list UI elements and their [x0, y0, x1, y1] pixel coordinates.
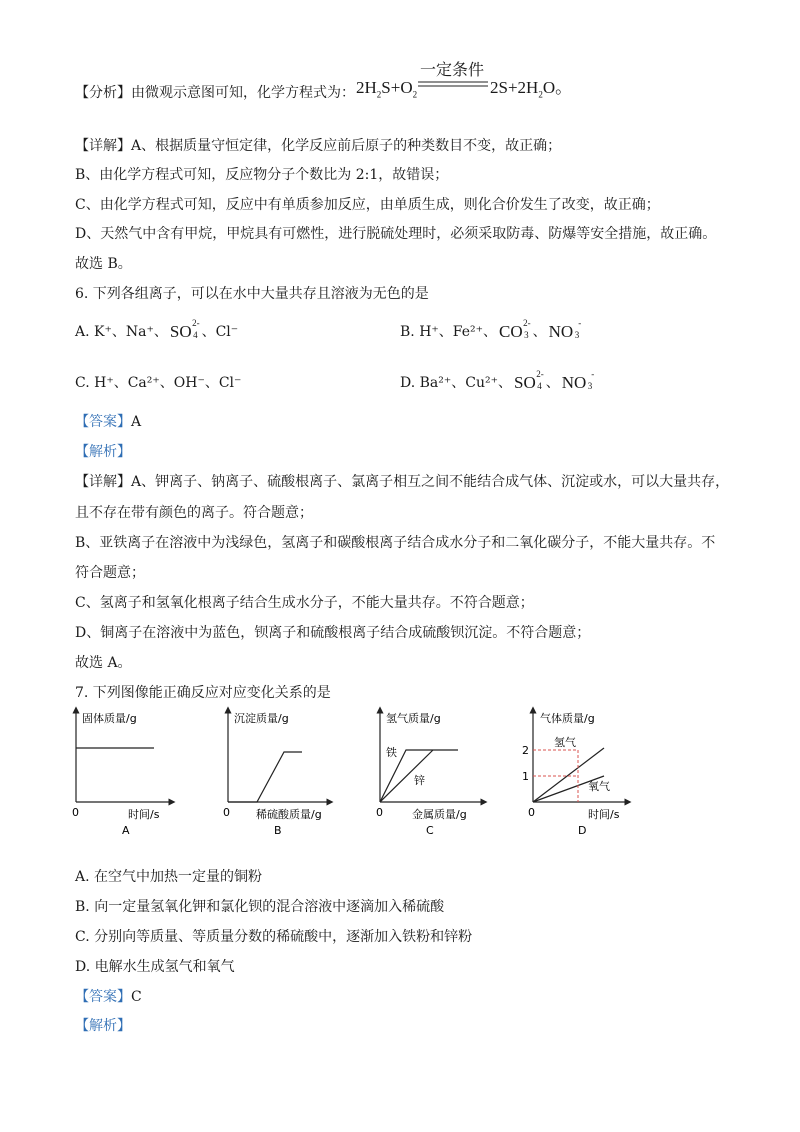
- graph-b: [223, 710, 330, 837]
- graph-d-hydrogen-line: [533, 748, 604, 802]
- graph-a-xlabel: 时间/s: [128, 808, 160, 821]
- equation-left: $2H_2S+O_2$: [356, 78, 418, 100]
- q6-analysis-label: 【解析】: [75, 444, 131, 460]
- analysis-line: [75, 84, 355, 102]
- q6-option-a: [75, 318, 239, 341]
- q7-graphs: [60, 702, 660, 842]
- graph-b-caption: B: [274, 824, 282, 837]
- equation-right: $2S+2H_2O$。: [490, 78, 573, 100]
- graph-b-origin: 0: [223, 806, 230, 819]
- graph-a-origin: 0: [72, 806, 79, 819]
- graph-b-xlabel: 稀硫酸质量/g: [256, 808, 322, 821]
- sulfate-ion: [169, 318, 200, 341]
- graph-d-xlabel: 时间/s: [588, 808, 620, 821]
- detail5-b: B、由化学方程式可知，反应物分子个数比为 2:1，故错误；: [75, 167, 449, 183]
- ion-sub: 3: [524, 330, 529, 340]
- graph-c-caption: C: [426, 824, 434, 837]
- graph-c: [376, 710, 484, 837]
- detail5-c: C、由化学方程式可知，反应中有单质参加反应，由单质生成，则化合价发生了改变，故正确；: [75, 197, 660, 213]
- graph-d-ylabel: 气体质量/g: [540, 712, 595, 725]
- option-text: A. K⁺、Na⁺、: [75, 324, 168, 340]
- graph-d-origin: 0: [528, 806, 535, 819]
- ion-base: NO: [561, 373, 587, 392]
- q7-option-c: C. 分别向等质量、等质量分数的稀硫酸中，逐渐加入铁粉和锌粉: [75, 929, 473, 945]
- graph-c-label-zn: 锌: [414, 774, 425, 787]
- q6-option-c: C. H⁺、Ca²⁺、OH⁻、Cl⁻: [75, 375, 242, 391]
- q6-detail-3: C、氢离子和氢氧化根离子结合生成水分子，不能大量共存。不符合题意；: [75, 595, 534, 611]
- detail5-choose: 故选 B。: [75, 256, 132, 272]
- detail-text: A、钾离子、钠离子、硫酸根离子、氯离子相互之间不能结合成气体、沉淀或水，可以大量共存，: [131, 474, 730, 490]
- q6-detail-1b: 且不存在带有颜色的离子。符合题意；: [75, 505, 313, 521]
- q6-detail-4: D、铜离子在溶液中为蓝色，钡离子和硫酸根离子结合成硫酸钡沉淀。不符合题意；: [75, 625, 591, 641]
- option-text: 、Cl⁻: [201, 324, 239, 340]
- q6-option-b: [400, 318, 582, 341]
- ion-base: SO: [514, 373, 536, 392]
- ion-sub: 3: [574, 330, 580, 340]
- option-text: D. Ba²⁺、Cu²⁺、: [400, 375, 512, 391]
- graph-c-ylabel: 氢气质量/g: [386, 712, 441, 725]
- q7-analysis-label: 【解析】: [75, 1018, 131, 1034]
- graph-d-caption: D: [578, 824, 587, 837]
- graph-c-xlabel: 金属质量/g: [412, 808, 467, 821]
- option-text: B. H⁺、Fe²⁺、: [400, 324, 498, 340]
- equation-double-line: [418, 80, 490, 88]
- q6-answer: [75, 413, 141, 431]
- ion-charge: 2-: [536, 369, 544, 379]
- ion-base: CO: [499, 322, 523, 341]
- graph-a-ylabel: 固体质量/g: [82, 712, 137, 725]
- answer-label: 【答案】: [75, 414, 131, 430]
- ion-charge: -: [578, 318, 582, 328]
- nitrate-ion: [561, 369, 595, 392]
- eq-part: S+O: [381, 78, 413, 97]
- q7-option-b: B. 向一定量氢氧化钾和氯化钡的混合溶液中逐滴加入稀硫酸: [75, 899, 445, 915]
- answer-label: 【答案】: [75, 989, 131, 1005]
- graph-a-caption: A: [122, 824, 130, 837]
- ion-sub: 4: [537, 381, 542, 391]
- eq-period: 。: [555, 78, 573, 97]
- q6-stem: 6. 下列各组离子，可以在水中大量共存且溶液为无色的是: [75, 286, 429, 302]
- graph-d-label-o2: 氧气: [588, 780, 610, 793]
- ion-base: SO: [169, 322, 192, 341]
- graph-d: [522, 710, 628, 837]
- q7-option-d: D. 电解水生成氢气和氧气: [75, 959, 235, 975]
- analysis-text: 由微观示意图可知，化学方程式为：: [131, 85, 355, 101]
- option-text: 、: [532, 324, 547, 340]
- detail5-d: D、天然气中含有甲烷，甲烷具有可燃性，进行脱硫处理时，必须采取防毒、防爆等安全措施，故正确。: [75, 226, 717, 242]
- eq-part: 2H: [356, 78, 377, 97]
- eq-part: O: [542, 78, 556, 97]
- q6-detail-2: B、亚铁离子在溶液中为浅绿色，氢离子和碳酸根离子结合成水分子和二氧化碳分子，不能大量共存。不: [75, 535, 716, 551]
- analysis-label: 【分析】: [75, 85, 131, 101]
- eq-part: 2S+2H: [490, 78, 539, 97]
- q6-choose: 故选 A。: [75, 655, 132, 671]
- q6-detail-2b: 符合题意；: [75, 565, 145, 581]
- carbonate-ion: [499, 318, 531, 341]
- graph-c-label-fe: 铁: [386, 746, 397, 759]
- detail-label: 【详解】: [75, 474, 131, 490]
- graph-d-tick-2: 2: [522, 744, 529, 757]
- graph-c-origin: 0: [376, 806, 383, 819]
- graph-d-tick-1: 1: [522, 770, 529, 783]
- detail-text: A、根据质量守恒定律，化学反应前后原子的种类数目不变，故正确；: [131, 138, 562, 154]
- ion-charge: 2-: [192, 318, 200, 328]
- ion-sub: 3: [587, 381, 593, 391]
- q7-stem: 7. 下列图像能正确反应对应变化关系的是: [75, 685, 331, 701]
- ion-charge: 2-: [523, 318, 531, 328]
- option-text: 、: [545, 375, 560, 391]
- q7-option-a: A. 在空气中加热一定量的铜粉: [75, 869, 263, 885]
- graph-b-line: [228, 752, 302, 802]
- graph-a: [72, 710, 172, 837]
- sulfate-ion: [514, 369, 544, 392]
- graph-d-label-h2: 氢气: [554, 736, 576, 749]
- q6-detail-1: [75, 473, 729, 491]
- graph-b-ylabel: 沉淀质量/g: [234, 712, 289, 725]
- answer-value: C: [131, 989, 142, 1005]
- q7-answer: [75, 988, 142, 1006]
- ion-sub: 4: [193, 330, 198, 340]
- q6-option-d: [400, 369, 595, 392]
- ion-charge: -: [591, 369, 595, 379]
- ion-base: NO: [548, 322, 574, 341]
- nitrate-ion: [548, 318, 582, 341]
- detail5-a: [75, 137, 561, 155]
- equation-condition: 一定条件: [420, 60, 485, 79]
- answer-value: A: [131, 414, 142, 430]
- detail-label: 【详解】: [75, 138, 131, 154]
